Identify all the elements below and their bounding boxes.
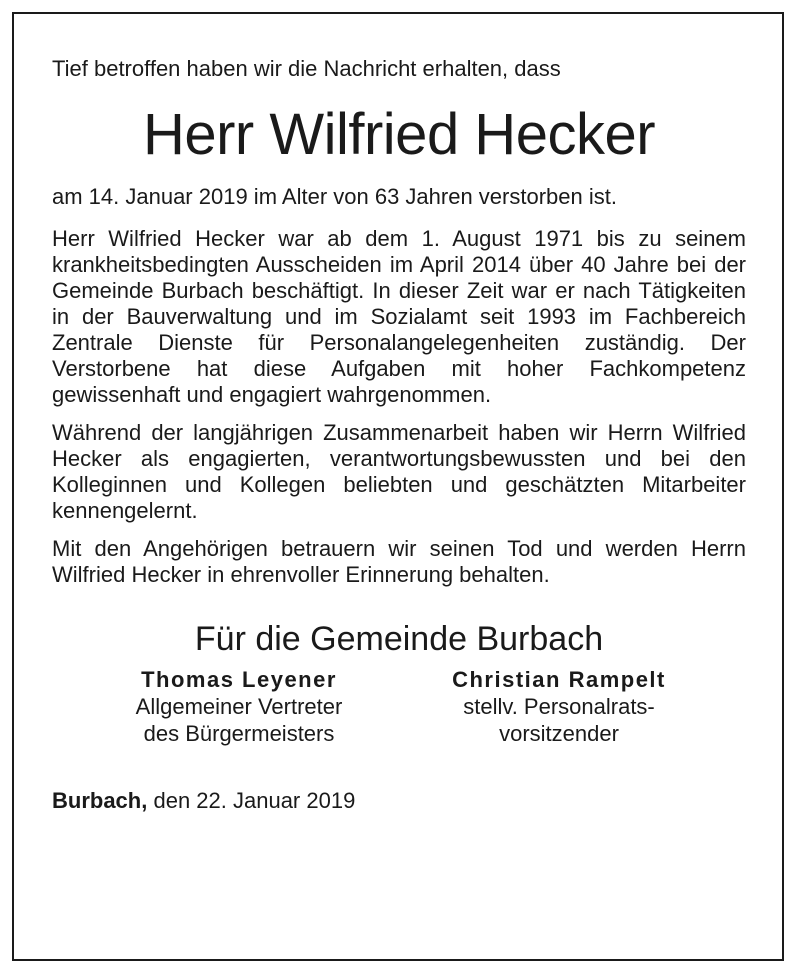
signer-name: Thomas Leyener — [141, 667, 337, 692]
obituary-notice — [52, 54, 746, 815]
signers-block — [89, 666, 709, 747]
paragraph-mourning: Mit den Angehörigen betrauern wir seinen Tod und werden Herrn Wilfried Hecker in ehrenvoller Erinnerung behalten. — [52, 536, 746, 587]
signed-for-line: Für die Gemeinde Burbach — [194, 620, 604, 658]
signer-right — [409, 666, 709, 747]
date: den 22. Januar 2019 — [147, 788, 356, 813]
death-line: am 14. Januar 2019 im Alter von 63 Jahren verstorben ist. — [52, 184, 617, 209]
place: Burbach, — [52, 788, 148, 813]
signer-role: vorsitzender — [499, 721, 619, 746]
signer-role: Allgemeiner Vertreter — [135, 694, 343, 719]
deceased-name: Herr Wilfried Hecker — [142, 102, 656, 167]
place-date-line — [52, 787, 746, 815]
signer-left — [89, 666, 389, 747]
intro-line: Tief betroffen haben wir die Nachricht erhalten, dass — [52, 56, 561, 81]
signer-role: stellv. Personalrats- — [463, 694, 655, 719]
signer-role: des Bürgermeisters — [143, 721, 335, 746]
paragraph-collaboration: Während der langjährigen Zusammenarbeit haben wir Herrn Wilfried Hecker als engagierten, verantwortungsbewussten und bei den Kolleginnen und Kollegen beliebten und geschätzten Mitarbeiter kennengelernt. — [52, 420, 746, 523]
paragraph-career: Herr Wilfried Hecker war ab dem 1. August 1971 bis zu seinem krankheitsbedingten Ausscheiden im April 2014 über 40 Jahre bei der Gemeinde Burbach beschäftigt. In dieser Zeit war er nach Tätigkeiten in der Bauverwaltung und im Sozialamt seit 1993 im Fachbereich Zentrale Dienste für Personalangelegenheiten zuständig. Der Verstorbene hat diese Aufgaben mit hoher Fachkompetenz gewissenhaft und engagiert wahrgenommen. — [52, 226, 746, 407]
signer-name: Christian Rampelt — [452, 667, 666, 692]
